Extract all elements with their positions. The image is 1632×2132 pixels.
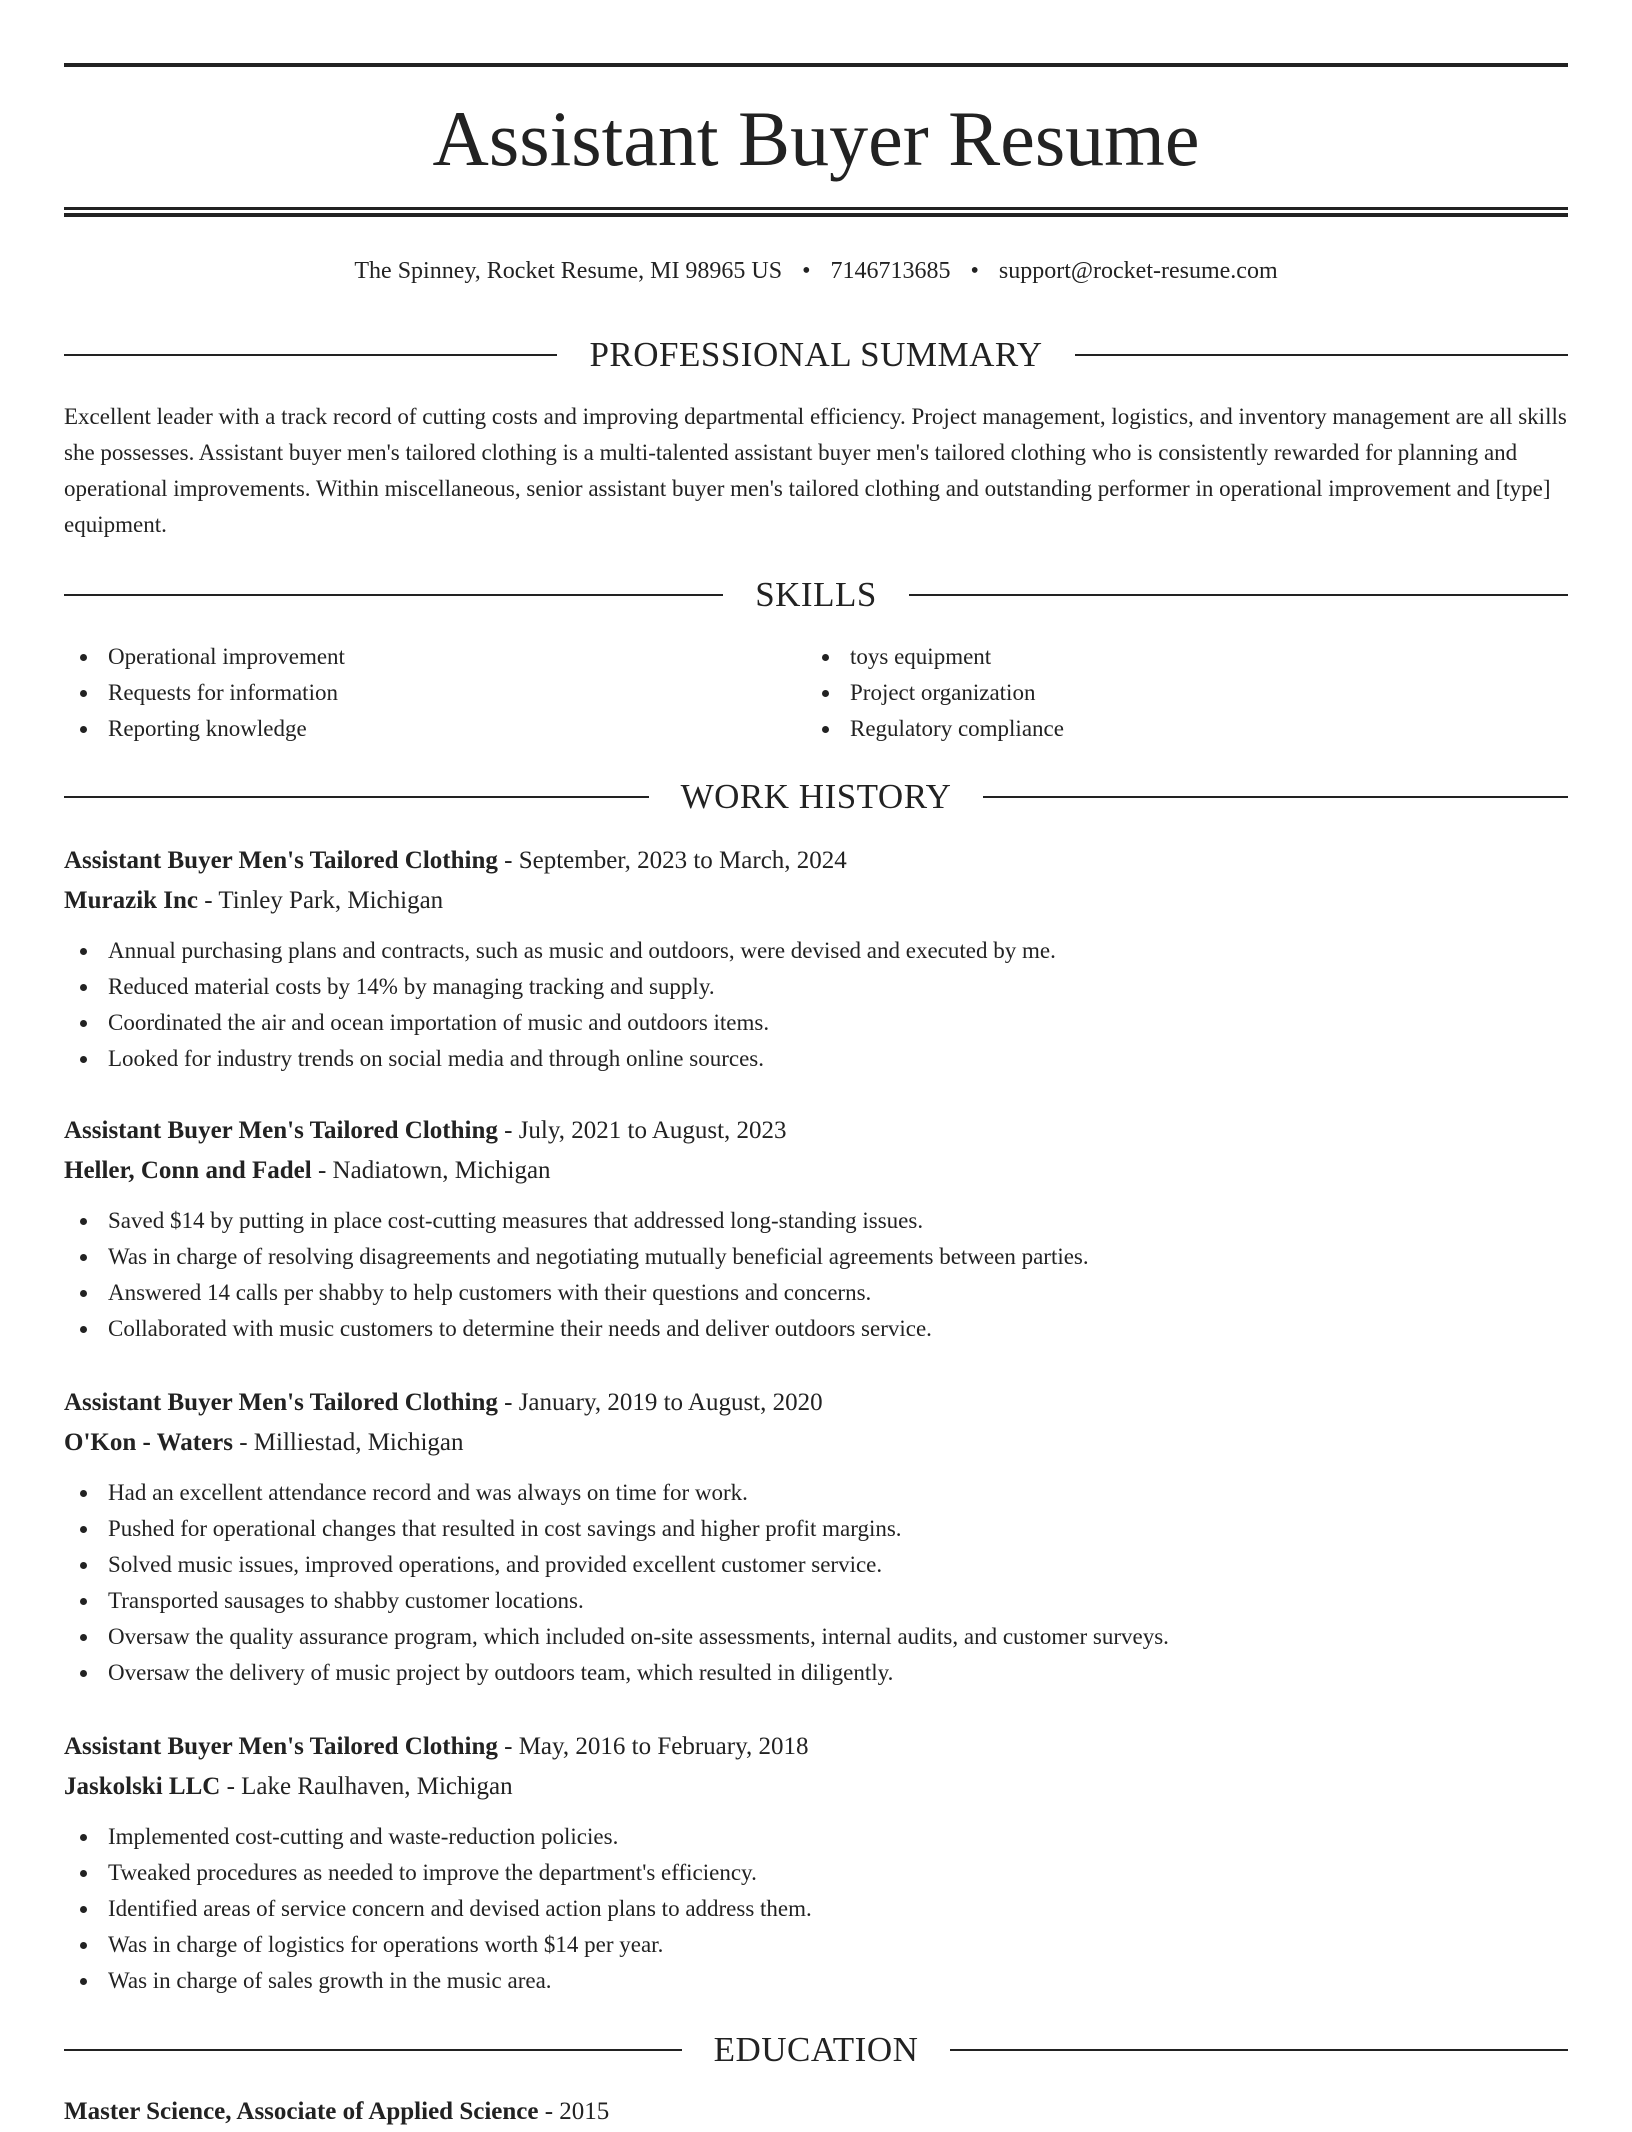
job-entry xyxy=(64,1727,1568,1999)
section-heading-summary xyxy=(64,335,1568,375)
job-location: - Milliestad, Michigan xyxy=(232,1429,464,1456)
education-degree: Master Science, Associate of Applied Science xyxy=(64,2098,539,2125)
section-title: SKILLS xyxy=(755,575,877,614)
job-bullet: Coordinated the air and ocean importation of music and outdoors items. xyxy=(64,1005,1568,1041)
skill-item: toys equipment xyxy=(806,639,1548,675)
heading-rule xyxy=(950,2049,1568,2051)
page-title: Assistant Buyer Resume xyxy=(432,95,1200,182)
job-company-row xyxy=(64,1767,1568,1807)
job-title: Assistant Buyer Men's Tailored Clothing xyxy=(64,1733,498,1760)
job-title-row xyxy=(64,1727,1568,1767)
heading-rule xyxy=(64,796,649,798)
contact-separator: • xyxy=(970,258,979,284)
job-bullets xyxy=(64,1819,1568,1999)
job-dates: - May, 2016 to February, 2018 xyxy=(497,1733,809,1760)
summary-text: Excellent leader with a track record of cutting costs and improving departmental efficiency. Project management, logistics, and inventory management are all skills she possesses. Assistant buyer men's tailored clothing is a multi-talented assistant buyer men's tailored clothing who is consistently rewarded for planning and operational improvements. Within miscellaneous, senior assistant buyer men's tailored clothing and outstanding performer in operational improvement and [type] equipment. xyxy=(64,404,1567,537)
contact-phone: 7146713685 xyxy=(830,258,951,284)
title-double-rule xyxy=(64,207,1568,217)
job-bullet: Pushed for operational changes that resulted in cost savings and higher profit margins. xyxy=(64,1511,1568,1547)
job-entry xyxy=(64,1111,1568,1347)
job-company: Jaskolski LLC xyxy=(64,1773,221,1800)
job-bullet: Identified areas of service concern and devised action plans to address them. xyxy=(64,1891,1568,1927)
job-title-row xyxy=(64,1111,1568,1151)
heading-rule xyxy=(64,2049,682,2051)
job-bullet: Was in charge of logistics for operations worth $14 per year. xyxy=(64,1927,1568,1963)
job-bullets xyxy=(64,933,1568,1077)
job-dates: - July, 2021 to August, 2023 xyxy=(497,1117,787,1144)
heading-rule xyxy=(64,354,557,356)
job-bullet: Transported sausages to shabby customer locations. xyxy=(64,1583,1568,1619)
job-bullet: Annual purchasing plans and contracts, such as music and outdoors, were devised and executed by me. xyxy=(64,933,1568,969)
job-bullets xyxy=(64,1475,1568,1691)
contact-email: support@rocket-resume.com xyxy=(998,258,1278,284)
contact-line xyxy=(64,254,1568,288)
job-title-row xyxy=(64,1383,1568,1423)
education-year: - 2015 xyxy=(538,2098,610,2125)
job-bullet: Tweaked procedures as needed to improve the department's efficiency. xyxy=(64,1855,1568,1891)
job-dates: - January, 2019 to August, 2020 xyxy=(497,1389,823,1416)
skills-list xyxy=(64,639,1568,747)
contact-address: The Spinney, Rocket Resume, MI 98965 US xyxy=(354,258,783,284)
job-bullet: Oversaw the quality assurance program, which included on-site assessments, internal audits, and customer surveys. xyxy=(64,1619,1568,1655)
skill-item: Reporting knowledge xyxy=(64,711,806,747)
job-title: Assistant Buyer Men's Tailored Clothing xyxy=(64,1389,498,1416)
skill-item: Operational improvement xyxy=(64,639,806,675)
job-bullet: Collaborated with music customers to determine their needs and deliver outdoors service. xyxy=(64,1311,1568,1347)
job-company: O'Kon - Waters xyxy=(64,1429,233,1456)
skill-item: Regulatory compliance xyxy=(806,711,1548,747)
heading-rule xyxy=(1075,354,1568,356)
job-entry xyxy=(64,841,1568,1077)
job-location: - Lake Raulhaven, Michigan xyxy=(220,1773,513,1800)
job-company: Murazik Inc xyxy=(64,887,199,914)
job-title: Assistant Buyer Men's Tailored Clothing xyxy=(64,847,498,874)
job-bullet: Reduced material costs by 14% by managing tracking and supply. xyxy=(64,969,1568,1005)
skill-item: Project organization xyxy=(806,675,1548,711)
heading-rule xyxy=(64,594,723,596)
job-bullet: Looked for industry trends on social media and through online sources. xyxy=(64,1041,1568,1077)
job-bullets xyxy=(64,1203,1568,1347)
job-bullet: Answered 14 calls per shabby to help customers with their questions and concerns. xyxy=(64,1275,1568,1311)
job-bullet: Implemented cost-cutting and waste-reduction policies. xyxy=(64,1819,1568,1855)
education-entry xyxy=(64,2092,609,2132)
heading-rule xyxy=(983,796,1568,798)
job-bullet: Saved $14 by putting in place cost-cutting measures that addressed long-standing issues. xyxy=(64,1203,1568,1239)
section-heading-work-history xyxy=(64,777,1568,817)
job-bullet: Had an excellent attendance record and was always on time for work. xyxy=(64,1475,1568,1511)
job-company-row xyxy=(64,1151,1568,1191)
job-title: Assistant Buyer Men's Tailored Clothing xyxy=(64,1117,498,1144)
job-entry xyxy=(64,1383,1568,1691)
section-title: WORK HISTORY xyxy=(680,777,952,816)
job-title-row xyxy=(64,841,1568,881)
job-company-row xyxy=(64,1423,1568,1463)
section-heading-skills xyxy=(64,575,1568,615)
skill-item: Requests for information xyxy=(64,675,806,711)
job-location: - Nadiatown, Michigan xyxy=(311,1157,551,1184)
section-title: PROFESSIONAL SUMMARY xyxy=(589,335,1043,374)
job-bullet: Was in charge of resolving disagreements and negotiating mutually beneficial agreements between parties. xyxy=(64,1239,1568,1275)
job-company: Heller, Conn and Fadel xyxy=(64,1157,312,1184)
section-title: EDUCATION xyxy=(713,2030,919,2069)
job-dates: - September, 2023 to March, 2024 xyxy=(497,847,847,874)
contact-separator: • xyxy=(802,258,811,284)
job-bullet: Oversaw the delivery of music project by outdoors team, which resulted in diligently. xyxy=(64,1655,1568,1691)
job-bullet: Solved music issues, improved operations, and provided excellent customer service. xyxy=(64,1547,1568,1583)
job-location: - Tinley Park, Michigan xyxy=(198,887,444,914)
section-heading-education xyxy=(64,2030,1568,2070)
job-company-row xyxy=(64,881,1568,921)
heading-rule xyxy=(909,594,1568,596)
top-rule xyxy=(64,63,1568,67)
job-bullet: Was in charge of sales growth in the music area. xyxy=(64,1963,1568,1999)
